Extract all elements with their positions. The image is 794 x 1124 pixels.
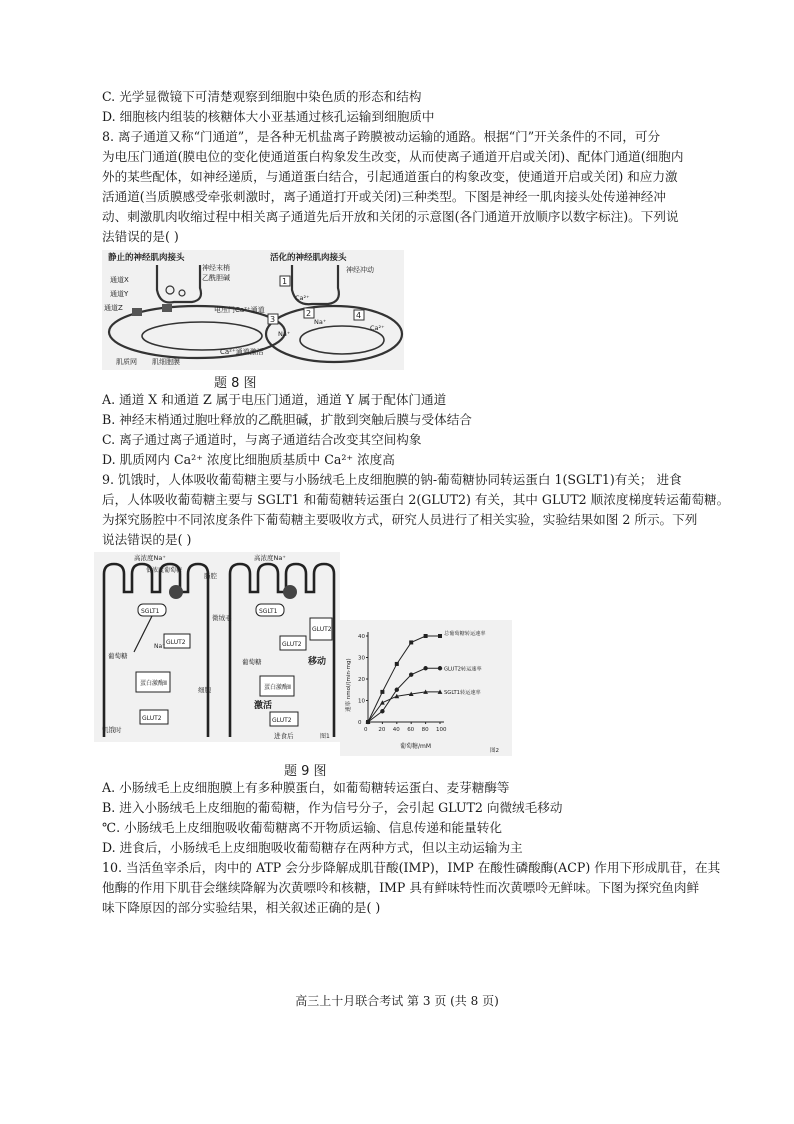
glut2-label: GLUT2 [166,639,186,646]
q9-option-d: D. 进食后，小肠绒毛上皮细胞吸收葡萄糖存在两种方式，但以主动运输为主 [102,840,523,855]
chart-y-axis-label: 速率 nmol/(min·mg) [346,658,352,712]
q8-option-c: C. 离子通过离子通道时，与离子通道结合改变其空间构象 [102,432,422,447]
step-1-label: 1 [282,277,288,286]
q7-option-c: C. 光学显微镜下可清楚观察到细胞中染色质的形态和结构 [102,89,422,104]
step-2-label: 2 [306,309,312,318]
chart-series-line [368,692,440,722]
chart-point [395,662,399,666]
chart-point [424,634,428,638]
chart-y-tick-label: 10 [358,698,365,705]
q10-stem-line: 他酶的作用下肌苷会继续降解为次黄嘌呤和核糖，IMP 具有鲜味特性而次黄嘌呤无鲜味。下图为探究鱼肉鲜 [102,880,700,895]
chart-x-tick-label: 0 [364,727,368,733]
chart-point [380,709,384,713]
ca-channel-label: 电压门Ca²⁺通道 [214,306,265,314]
chart-y-tick-label: 30 [358,655,365,662]
activate-label: 激活 [254,701,273,711]
high-na-label-2: 高浓度Na⁺ [254,554,286,562]
step-3-label: 3 [270,315,276,324]
villi-label: 微绒毛 [212,614,232,622]
na-label-2: Na⁺ [278,330,291,338]
channel-y-label: 通道Y [110,290,129,298]
q9-option-a: A. 小肠绒毛上皮细胞膜上有多种膜蛋白，如葡萄糖转运蛋白、麦芽糖酶等 [102,780,510,795]
glut2-label-3: GLUT2 [312,626,332,633]
chart-point [438,634,442,638]
q8-figure [102,250,404,370]
na-label: Na⁺ [314,318,327,326]
ca-label-2: Ca²⁺ [370,324,385,332]
lumen-label: 肠腔 [204,572,217,580]
channel-x-label: 通道X [110,276,129,284]
chart-x-tick-label: 20 [378,727,386,733]
right-panel-title: 活化的神经肌肉接头 [270,253,347,263]
chart-legend-label: 总葡萄糖转运速率 [444,631,486,637]
nerve-terminal-label: 神经末梢 [202,264,230,272]
protein-kinase-label: 蛋白激酶Ⅱ [140,680,167,687]
nerve-impulse-label: 神经冲动 [346,266,374,274]
q8-stem-line: 外的某些配体，如神经递质，与通道蛋白结合，引起通道蛋白的构象改变，使通道开启或关闭) 和应力激 [102,169,678,184]
q9-figure-1 [94,552,340,742]
chart-point [380,690,384,694]
after-meal-label: 进食后 [274,732,294,740]
chart-legend-label: SGLT1转运速率 [444,689,481,696]
q8-option-a: A. 通道 X 和通道 Z 属于电压门通道，通道 Y 属于配体门通道 [102,392,447,407]
sglt1-label-2: SGLT1 [259,608,278,615]
q8-stem-line: 法错误的是( ) [102,229,179,244]
q9-caption: 题 9 图 [284,764,327,779]
high-na-label: 高浓度Na⁺ [134,554,166,562]
sglt1-label: SGLT1 [141,608,160,615]
chart-point [423,666,427,670]
q8-caption: 题 8 图 [214,376,257,391]
page-footer: 高三上十月联合考试 第 3 页 (共 8 页) [295,994,499,1008]
q8-stem-line: 8. 离子通道又称“门通道”，是各种无机盐离子跨膜被动运输的通路。根据“门”开关条件的不同，可分 [102,129,661,144]
step-4-label: 4 [356,311,362,320]
q9-option-b: B. 进入小肠绒毛上皮细胞的葡萄糖，作为信号分子，会引起 GLUT2 向微绒毛移动 [102,800,563,815]
chart-point [438,666,442,670]
chart-y-tick-label: 0 [358,720,362,726]
chart-point [395,688,399,692]
protein-kinase-label-2: 蛋白激酶Ⅱ [264,684,291,691]
q9-figure-2 [340,620,512,756]
fig2-label: 图2 [490,748,499,754]
q9-stem-line: 说法错误的是( ) [102,532,192,547]
glut2-label-4: GLUT2 [282,641,302,648]
chart-x-axis-label: 葡萄糖/mM [400,743,432,750]
chart-y-tick-label: 40 [358,634,365,640]
chart-x-tick-label: 40 [392,727,400,733]
membrane-label: 肌细胞膜 [152,358,180,366]
hungry-label: 饥饿时 [102,726,122,734]
glut2-label-2: GLUT2 [142,715,162,722]
chart-x-tick-label: 100 [436,727,447,733]
q8-stem-line: 活通道(当质膜感受牵张刺激时，离子通道打开或关闭)三种类型。下图是神经一肌肉接头处传递神经冲 [102,189,666,204]
sr-label: 肌质网 [116,358,137,366]
q7-option-d: D. 细胞核内组装的核糖体大小亚基通过核孔运输到细胞质中 [102,109,435,124]
q8-stem-line: 为电压门通道(膜电位的变化使通道蛋白构象发生改变，从而使离子通道开启或关闭)、配体门通道(细胞内 [102,149,684,164]
glucose-label: 葡萄糖 [108,652,128,660]
q9-stem-line: 9. 饥饿时，人体吸收葡萄糖主要与小肠绒毛上皮细胞膜的钠-葡萄糖协同转运蛋白 1(SGLT1)有关； 进食 [102,472,682,487]
fig1-label: 图1 [320,733,330,740]
chart-legend-label: GLUT2转运速率 [444,666,482,673]
q10-stem-line: 味下降原因的部分实验结果，相关叙述正确的是( ) [102,900,381,915]
q8-option-d: D. 肌质网内 Ca²⁺ 浓度比细胞质基质中 Ca²⁺ 浓度高 [102,452,395,467]
q9-option-c: ℃. 小肠绒毛上皮细胞吸收葡萄糖离不开物质运输、信息传递和能量转化 [102,820,502,835]
chart-point [409,640,413,644]
glucose-label-2: 葡萄糖 [242,658,262,666]
ach-label: 乙酰胆碱 [202,274,230,282]
left-panel-title: 静止的神经肌肉接头 [108,253,185,263]
move-label: 移动 [308,657,327,667]
na-label: Na⁺ [154,643,166,650]
q9-stem-line: 后，人体吸收葡萄糖主要与 SGLT1 和葡萄糖转运蛋白 2(GLUT2) 有关，其中 GLUT2 顺浓度梯度转运葡萄糖。 [102,492,730,507]
ca-activate-label: Ca²⁺通道激活 [220,348,264,356]
cell-label: 细胞 [198,686,211,694]
chart-series-line [368,636,440,722]
glucose-conc-label: 低浓度葡萄糖 [146,567,183,574]
chart-point [409,673,413,677]
chart-x-tick-label: 80 [421,727,429,733]
ca-label: Ca²⁺ [295,294,310,302]
glut2-label-5: GLUT2 [272,717,292,724]
q10-stem-line: 10. 当活鱼宰杀后，肉中的 ATP 会分步降解成肌苷酸(IMP)，IMP 在酸性磷酸酶(ACP) 作用下形成肌苷，在其 [102,860,721,875]
chart-point [380,700,385,704]
q8-option-b: B. 神经末梢通过胞吐释放的乙酰胆碱，扩散到突触后膜与受体结合 [102,412,472,427]
q9-stem-line: 为探究肠腔中不同浓度条件下葡萄糖主要吸收方式，研究人员进行了相关实验，实验结果如图 2 所示。下列 [102,512,698,527]
q8-stem-line: 动、刺激肌肉收缩过程中相关离子通道先后开放和关闭的示意图(各门通道开放顺序以数字标注)。下列说 [102,209,679,224]
chart-x-tick-label: 60 [407,727,415,733]
channel-z-label: 通道Z [104,304,123,312]
chart-y-tick-label: 20 [358,677,365,683]
